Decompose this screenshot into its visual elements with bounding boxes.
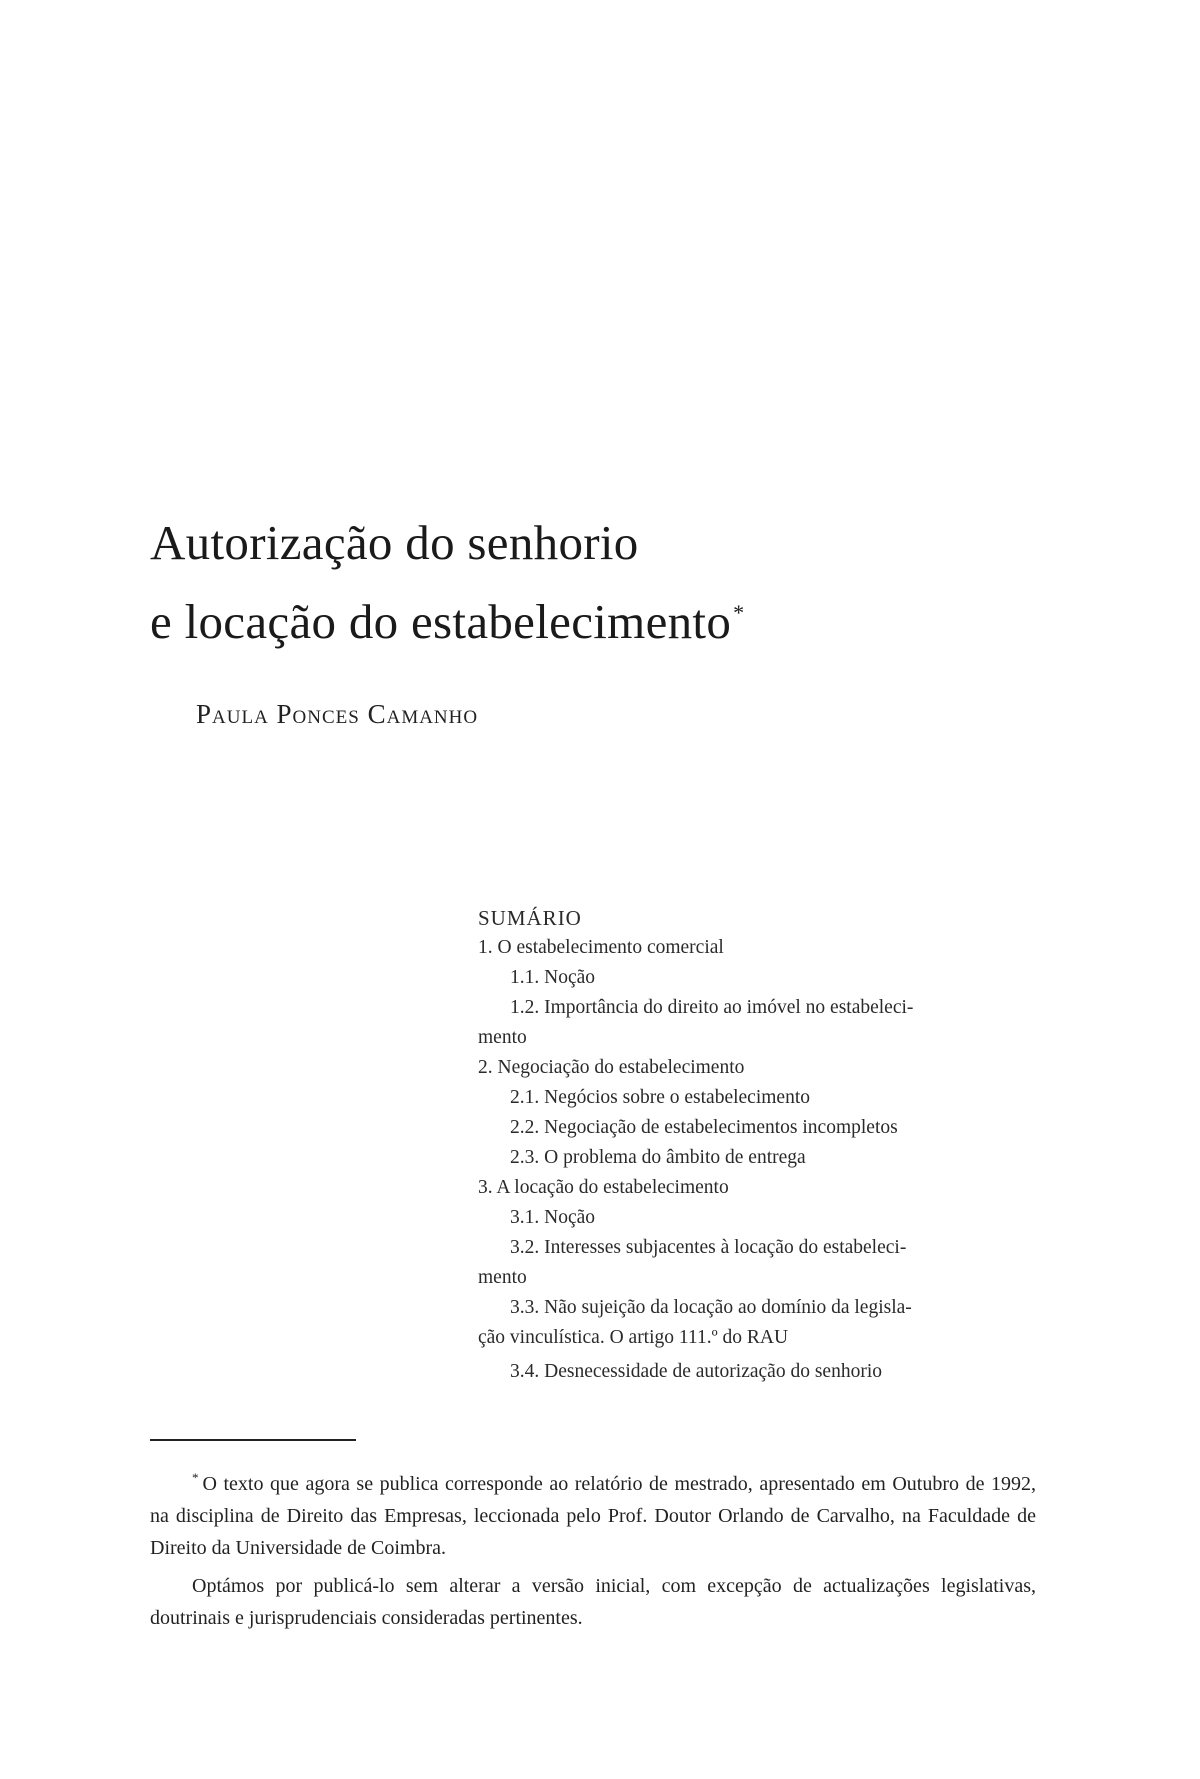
author-name: Paula Ponces Camanho — [196, 699, 479, 729]
summary-item: 2.3. O problema do âmbito de entrega — [510, 1147, 806, 1168]
title-line-1: Autorização do senhorio — [150, 515, 639, 570]
summary-heading: SUMÁRIO — [478, 906, 582, 930]
footnotes — [150, 1462, 1036, 1640]
summary-item: 1.2. Importância do direito ao imóvel no estabeleci- — [510, 997, 914, 1018]
footnote-paragraph-1 — [150, 1462, 1036, 1564]
summary-item: 3.3. Não sujeição da locação ao domínio da legisla- — [510, 1297, 912, 1318]
footnote-mark: * — [192, 1470, 199, 1485]
summary-item-continuation: mento — [478, 1027, 527, 1048]
summary-item: 2. Negociação do estabelecimento — [478, 1057, 745, 1078]
title-footnote-mark: * — [733, 600, 745, 625]
summary-box — [478, 903, 1030, 1387]
summary-item: 3.2. Interesses subjacentes à locação do estabeleci- — [510, 1237, 907, 1258]
footnote-paragraph-2: Optámos por publicá-lo sem alterar a versão inicial, com excepção de actualizações legislativas, doutrinais e jurisprudenciais consideradas pertinentes. — [150, 1575, 1036, 1629]
footnote-separator — [150, 1439, 356, 1441]
summary-item: 2.1. Negócios sobre o estabelecimento — [510, 1087, 810, 1108]
summary-item: 1. O estabelecimento comercial — [478, 937, 724, 958]
summary-item: 1.1. Noção — [510, 967, 596, 988]
summary-item: 3.4. Desnecessidade de autorização do senhorio — [510, 1361, 882, 1382]
title-line-2 — [150, 578, 744, 657]
summary-item-continuation: mento — [478, 1267, 527, 1288]
summary-item: 3. A locação do estabelecimento — [478, 1177, 729, 1198]
summary-item: 2.2. Negociação de estabelecimentos incompletos — [510, 1117, 898, 1138]
title-line-2-text: e locação do estabelecimento — [150, 594, 732, 649]
summary-item-continuation: ção vinculística. O artigo 111.º do RAU — [478, 1327, 789, 1348]
article-title — [150, 508, 744, 657]
footnote-text-1: O texto que agora se publica corresponde ao relatório de mestrado, apresentado em Outubro de 1992, na disciplina de Direito das Empresas, leccionada pelo Prof. Doutor Orlando de Carvalho, na Faculdade de Direito da Universidade de Coimbra. — [150, 1473, 1036, 1559]
summary-item: 3.1. Noção — [510, 1207, 596, 1228]
